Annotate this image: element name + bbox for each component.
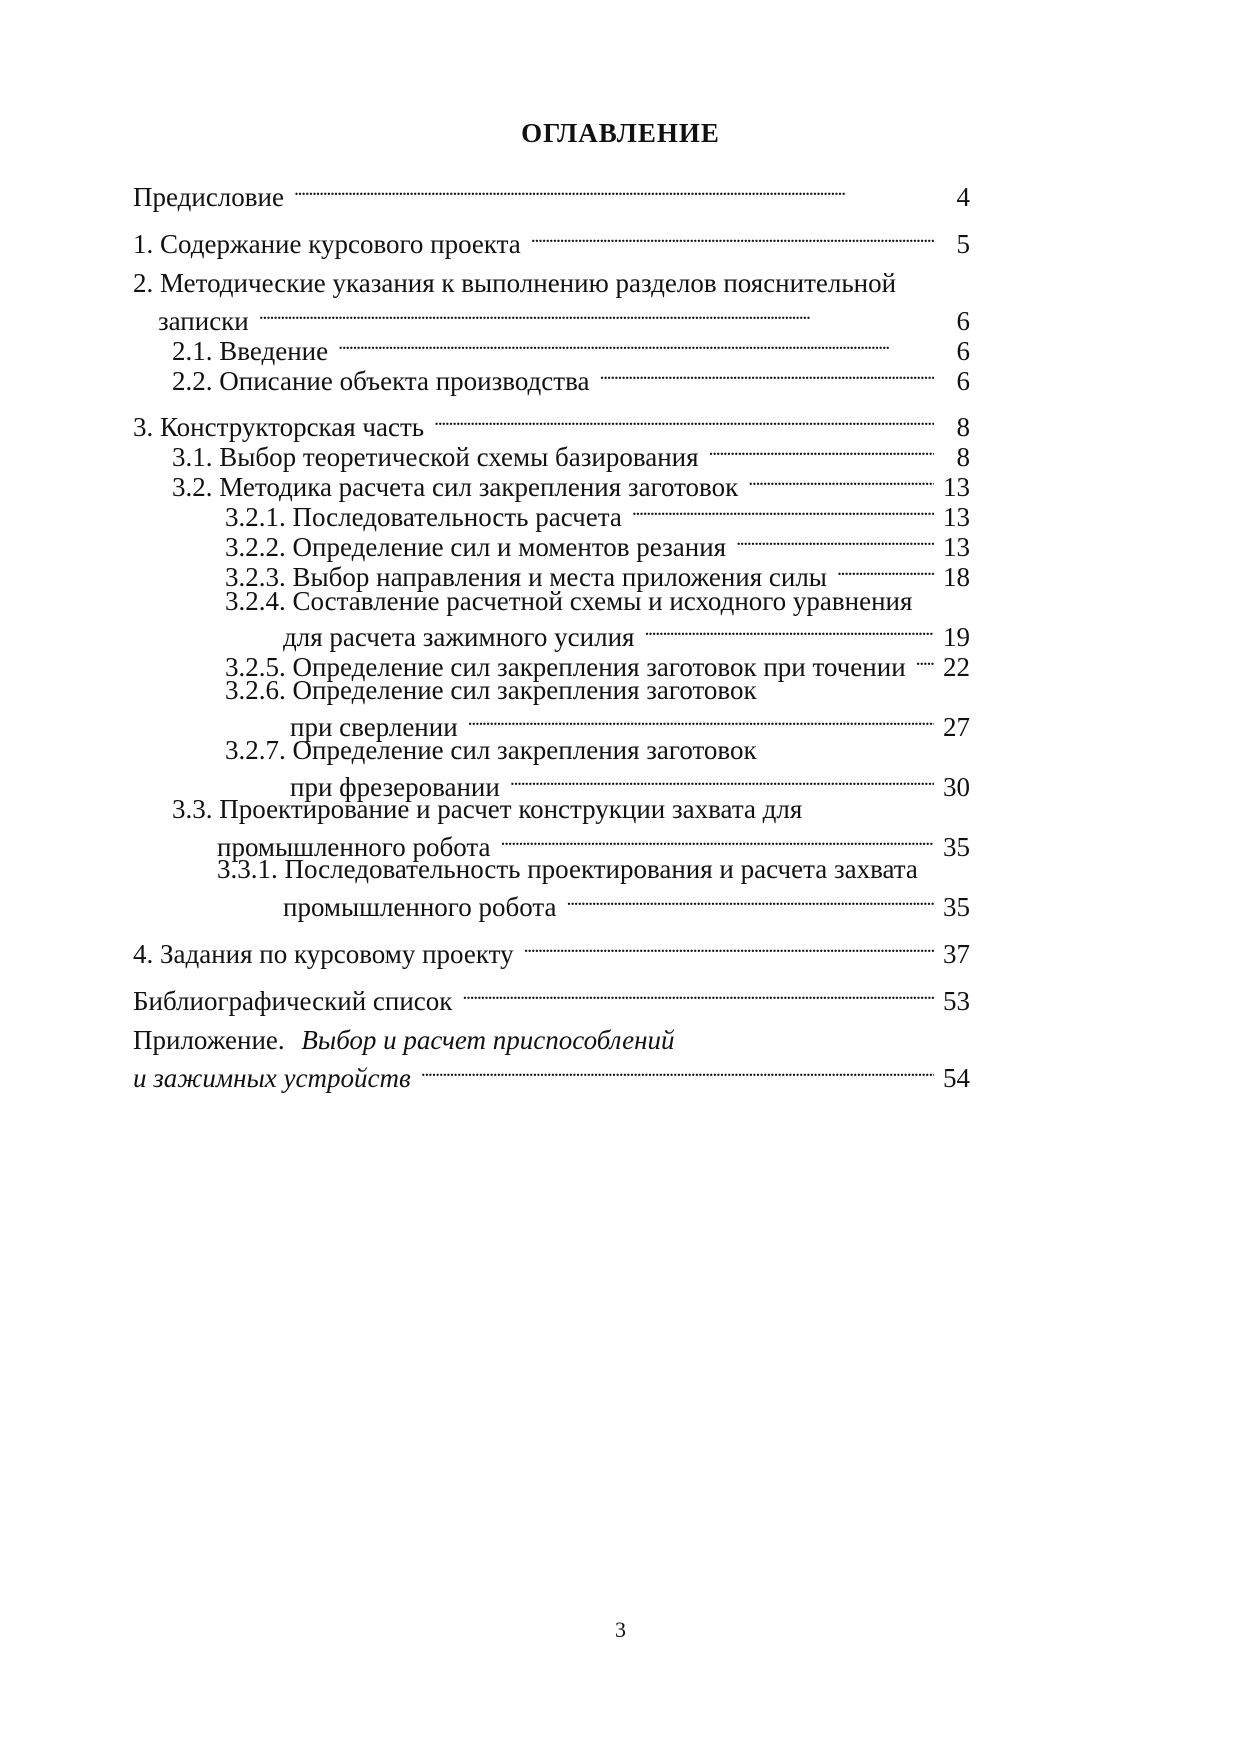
toc-entry-page: 8 xyxy=(956,412,970,442)
toc-entry-page: 30 xyxy=(943,772,970,802)
toc-entry-page: 27 xyxy=(943,712,970,742)
toc-entry[interactable] xyxy=(133,172,970,214)
toc-entry-text: 3.2. Методика расчета сил закрепления заготовок xyxy=(172,472,739,502)
leader-dots xyxy=(566,882,934,916)
toc-entry[interactable] xyxy=(133,219,970,261)
leader-dots xyxy=(500,822,934,856)
toc-entry-text: 4. Задания по курсовому проекту xyxy=(133,939,514,969)
leader-dots xyxy=(736,522,934,556)
toc-entry-page: 18 xyxy=(943,562,970,592)
appendix-title: Выбор и расчет приспособлений xyxy=(301,1025,675,1055)
toc-entry-text-cont: промышленного робота xyxy=(283,892,557,922)
toc-entry-page: 6 xyxy=(956,336,970,366)
toc-entry-page: 6 xyxy=(956,306,970,336)
toc-entry-text[interactable]: 3.2.7. Определение сил закрепления заготовок xyxy=(225,735,757,765)
leader-dots xyxy=(531,219,934,253)
toc-entry-text: Предисловие xyxy=(133,182,284,212)
leader-dots xyxy=(462,976,934,1010)
toc-entry-text: 2.2. Описание объекта производства xyxy=(172,366,590,396)
toc-entry-page: 35 xyxy=(943,832,970,862)
toc-entry-text[interactable]: 2. Методические указания к выполнению разделов пояснительной xyxy=(133,268,897,298)
leader-dots xyxy=(510,762,934,796)
leader-dots xyxy=(259,296,934,330)
appendix-title-cont: и зажимных устройств xyxy=(133,1063,411,1093)
toc-entry-text-cont: при фрезеровании xyxy=(290,772,500,802)
toc-entry[interactable] xyxy=(283,882,970,924)
toc-entry-text[interactable]: 3.3. Проектирование и расчет конструкции захвата для xyxy=(172,794,803,824)
leader-dots xyxy=(748,462,934,496)
toc-entry-text: 1. Содержание курсового проекта xyxy=(133,229,521,259)
toc-entry-page: 5 xyxy=(956,229,970,259)
toc-entry-text-cont: промышленного робота xyxy=(217,832,491,862)
leader-dots xyxy=(837,552,934,586)
toc-entry-text-cont: записки xyxy=(158,306,249,336)
toc-entry-text: 3.2.1. Последовательность расчета xyxy=(225,502,622,532)
leader-dots xyxy=(468,702,934,736)
toc-entry-text: 3.1. Выбор теоретической схемы базирования xyxy=(172,442,699,472)
page-number: 3 xyxy=(615,1617,626,1642)
leader-dots xyxy=(338,326,934,360)
toc-entry-text[interactable]: 3.2.4. Составление расчетной схемы и исходного уравнения xyxy=(225,586,913,616)
toc-entry-page: 53 xyxy=(943,986,970,1016)
toc-entry-text[interactable] xyxy=(133,1023,674,1057)
appendix-label: Приложение. xyxy=(133,1025,285,1055)
toc-entry[interactable] xyxy=(133,976,970,1018)
leader-dots xyxy=(709,432,934,466)
toc-entry-text[interactable]: 3.2.6. Определение сил закрепления заготовок xyxy=(225,675,757,705)
toc-entry[interactable] xyxy=(133,1053,970,1095)
toc-entry[interactable] xyxy=(172,356,970,398)
toc-entry-page: 8 xyxy=(956,442,970,472)
toc-entry-page: 13 xyxy=(943,532,970,562)
toc-entry-text: 3.2.2. Определение сил и моментов резания xyxy=(225,532,727,562)
toc-entry-text: 3.2.3. Выбор направления и места приложения силы xyxy=(225,562,827,592)
toc-title: ОГЛАВЛЕНИЕ xyxy=(521,118,720,148)
toc-entry-page: 22 xyxy=(943,652,970,682)
toc-entry-text: Библиографический список xyxy=(133,986,453,1016)
toc-entry-text-cont: при сверлении xyxy=(290,712,458,742)
toc-entry[interactable] xyxy=(133,929,970,971)
toc-entry-page: 35 xyxy=(943,892,970,922)
toc-entry-page: 13 xyxy=(943,472,970,502)
toc-entry-page: 19 xyxy=(943,622,970,652)
leader-dots xyxy=(632,492,934,526)
leader-dots xyxy=(294,172,934,206)
toc-entry-text: 2.1. Введение xyxy=(172,336,329,366)
leader-dots xyxy=(421,1053,934,1087)
toc-entry-text: 3.2.5. Определение сил закрепления заготовок при точении xyxy=(225,652,906,682)
toc-entry-page: 13 xyxy=(943,502,970,532)
toc-entry-page: 54 xyxy=(943,1063,970,1093)
leader-dots xyxy=(524,929,934,963)
toc-entry-text[interactable]: 3.3.1. Последовательность проектирования и расчета захвата xyxy=(217,854,918,884)
toc-entry-page: 4 xyxy=(956,182,970,212)
leader-dots xyxy=(599,356,934,390)
toc-entry-text-cont xyxy=(133,1061,411,1095)
leader-dots xyxy=(644,612,934,646)
toc-entry-page: 37 xyxy=(943,939,970,969)
leader-dots xyxy=(916,642,934,676)
toc-entry-text-cont: для расчета зажимного усилия xyxy=(283,622,635,652)
toc-entry-page: 6 xyxy=(956,366,970,396)
leader-dots xyxy=(434,402,934,436)
toc-entry-text: 3. Конструкторская часть xyxy=(133,412,425,442)
